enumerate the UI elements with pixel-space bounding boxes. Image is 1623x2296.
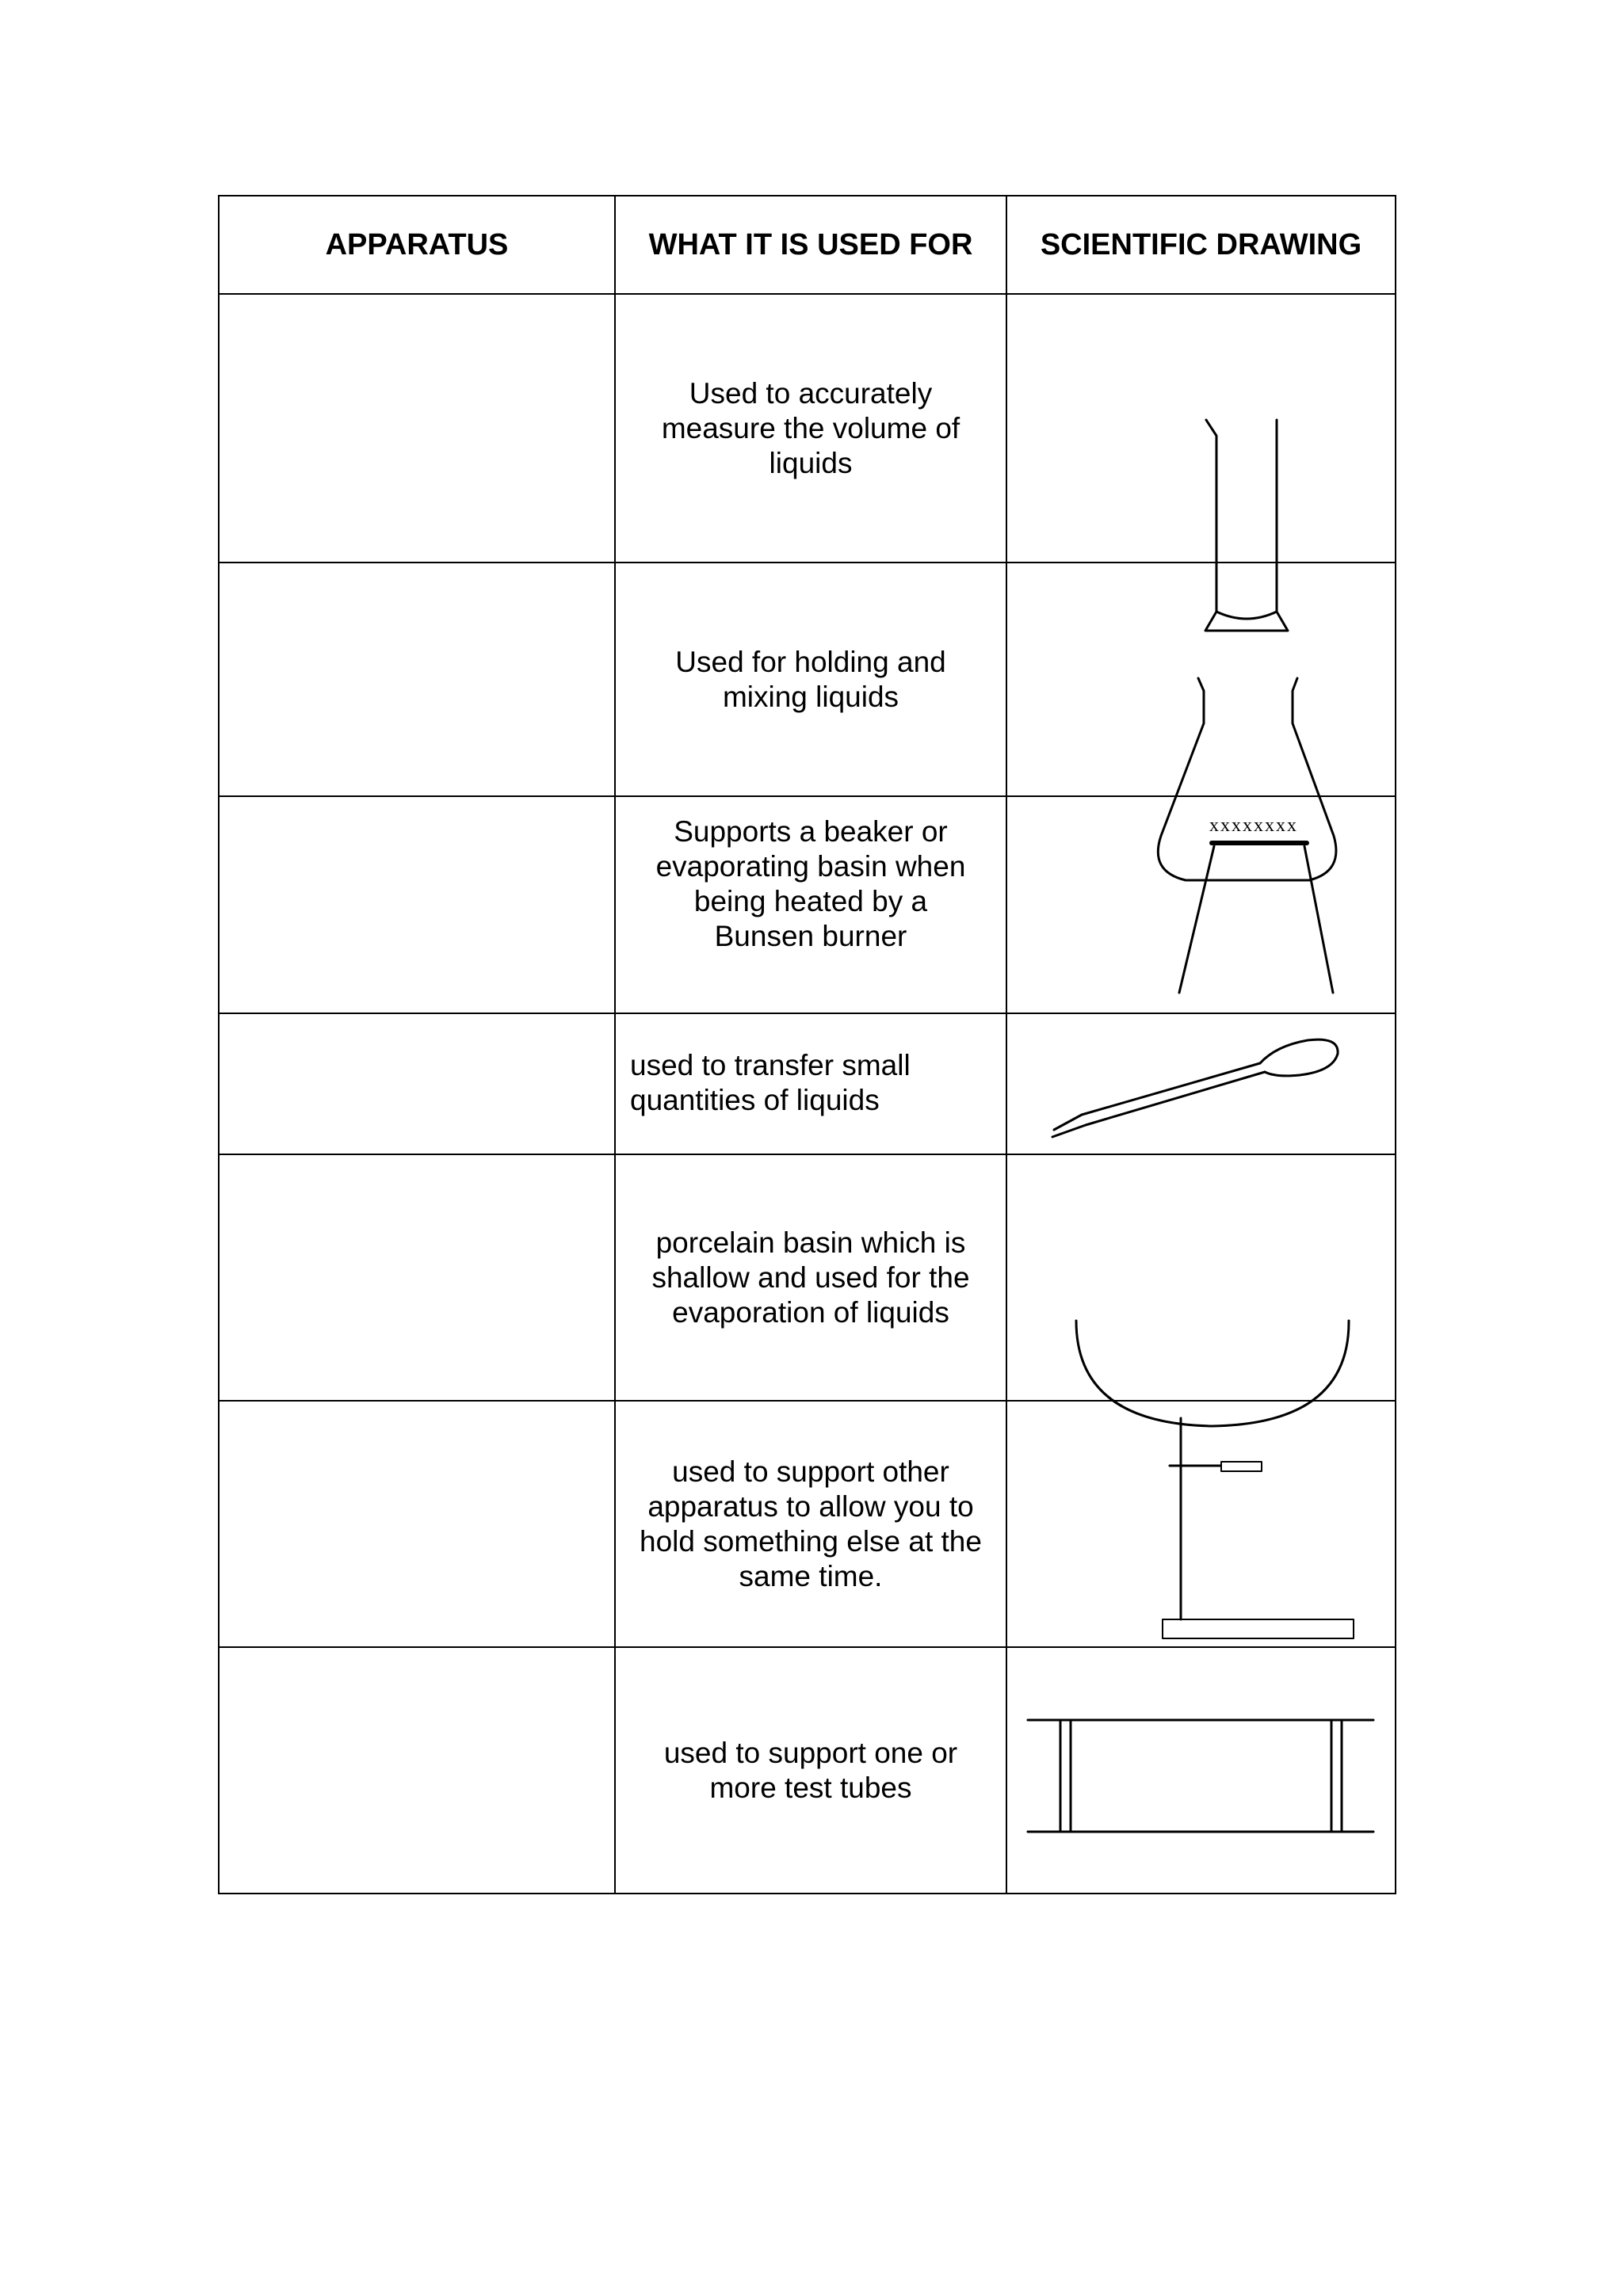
text-line: more test tubes	[709, 1772, 912, 1804]
text-line: being heated by a	[693, 885, 928, 917]
apparatus-answer-cell-3[interactable]	[220, 798, 613, 1012]
text-line: used to support one or	[663, 1737, 958, 1769]
text-line: hold something else at the	[640, 1525, 982, 1558]
use-description-row-5	[615, 1226, 1006, 1330]
text-line: used to transfer small	[630, 1049, 911, 1081]
text-line: measure the volume of	[661, 412, 960, 444]
text-line: Used to accurately	[689, 377, 933, 410]
use-description-row-2	[615, 645, 1006, 715]
text-line: evaporating basin when	[655, 850, 966, 883]
text-line: liquids	[769, 447, 853, 479]
header-used-for: WHAT IT IS USED FOR	[648, 228, 973, 261]
apparatus-answer-cell-4[interactable]	[220, 1015, 613, 1153]
apparatus-answer-cell-1[interactable]	[220, 296, 613, 561]
text-line: apparatus to allow you to	[647, 1490, 974, 1523]
text-line: Supports a beaker or	[674, 815, 948, 848]
text-line: Used for holding and	[675, 646, 946, 678]
header-apparatus: APPARATUS	[325, 228, 509, 261]
use-description-row-3	[615, 814, 1006, 954]
apparatus-answer-cell-2[interactable]	[220, 564, 613, 795]
text-line: mixing liquids	[722, 681, 899, 713]
apparatus-answer-cell-7[interactable]	[220, 1649, 613, 1892]
text-line: Bunsen burner	[714, 920, 907, 952]
text-line: porcelain basin which is	[655, 1226, 966, 1259]
text-line: same time.	[739, 1560, 883, 1592]
apparatus-answer-cell-5[interactable]	[220, 1156, 613, 1399]
apparatus-answer-cell-6[interactable]	[220, 1402, 613, 1646]
use-description-row-6	[615, 1455, 1006, 1594]
use-description-row-1	[615, 376, 1006, 481]
header-scientific-drawing: SCIENTIFIC DRAWING	[1040, 228, 1362, 261]
text-line: evaporation of liquids	[672, 1296, 949, 1329]
text-line: used to support other	[672, 1455, 949, 1488]
text-line: quantities of liquids	[630, 1084, 880, 1116]
text-line: shallow and used for the	[651, 1261, 970, 1294]
gauze-crosses: xxxxxxxx	[1209, 815, 1298, 836]
use-description-row-7	[615, 1736, 1006, 1806]
use-description-row-4	[630, 1048, 1002, 1118]
